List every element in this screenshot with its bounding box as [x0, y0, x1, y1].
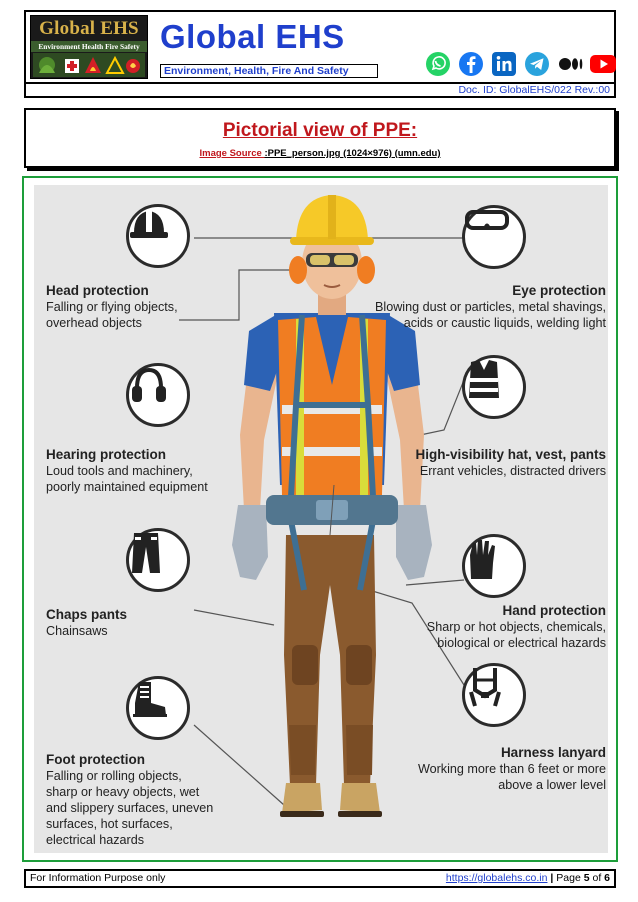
eye-protection-heading: Eye protection	[512, 283, 606, 298]
eye-protection-description: Blowing dust or particles, metal shavings, acids or caustic liquids, welding light	[375, 300, 606, 330]
document-header	[24, 10, 616, 98]
brand-title: Global EHS	[160, 18, 345, 55]
high-visibility-heading: High-visibility hat, vest, pants	[415, 447, 606, 462]
global-ehs-logo	[30, 15, 148, 79]
ppe-image-frame	[22, 176, 618, 862]
ear-muffs-icon	[126, 363, 190, 427]
logo-safety-symbols-icon	[33, 53, 145, 77]
harness-lanyard-heading: Harness lanyard	[500, 745, 606, 760]
document-id: Doc. ID: GlobalEHS/022 Rev.:00	[458, 84, 610, 96]
harness-lanyard-description: Working more than 6 feet or more above a lower level	[417, 762, 606, 792]
head-protection-heading: Head protection	[46, 283, 149, 298]
telegram-icon[interactable]	[523, 50, 551, 78]
image-source-link[interactable]: :PPE_person.jpg (1024×976) (umn.edu)	[264, 148, 441, 159]
hand-protection-heading: Hand protection	[502, 603, 606, 618]
footer-website-link[interactable]: https://globalehs.co.in	[445, 872, 548, 884]
youtube-icon[interactable]	[589, 50, 617, 78]
chaps-pants-description: Chainsaws	[46, 624, 108, 638]
glove-icon	[462, 534, 526, 598]
page-total: 6	[604, 872, 610, 884]
goggles-icon	[462, 205, 526, 269]
chaps-pants-heading: Chaps pants	[46, 607, 128, 622]
ppe-poster	[34, 185, 608, 853]
page-current: 5	[583, 872, 590, 884]
eye-protection-label	[340, 283, 606, 331]
title-box	[24, 108, 616, 168]
footer-page-info	[446, 871, 610, 886]
head-protection-description: Falling or flying objects, overhead objects	[46, 300, 178, 330]
harness-icon	[462, 663, 526, 727]
hand-protection-label	[390, 603, 606, 651]
high-visibility-description: Errant vehicles, distracted drivers	[419, 464, 606, 478]
linkedin-icon[interactable]	[490, 50, 518, 78]
medium-icon[interactable]	[556, 50, 584, 78]
hearing-protection-heading: Hearing protection	[46, 447, 167, 462]
high-visibility-label	[380, 447, 606, 479]
brand-subtitle: Environment, Health, Fire And Safety	[160, 64, 378, 78]
hard-hat-icon	[126, 204, 190, 268]
foot-protection-description: Falling or rolling objects, sharp or heavy objects, wet and slippery surfaces, uneven surfaces, hot surfaces, electrical hazards	[46, 769, 214, 847]
facebook-icon[interactable]	[457, 50, 485, 78]
head-protection-label	[46, 283, 266, 331]
hearing-protection-description: Loud tools and machinery, poorly maintained equipment	[46, 464, 208, 494]
foot-protection-heading: Foot protection	[46, 752, 145, 767]
footer-separator: |	[547, 872, 557, 884]
hand-protection-description: Sharp or hot objects, chemicals, biological or electrical hazards	[426, 620, 606, 650]
page-of-label: of	[589, 872, 605, 884]
safety-vest-icon	[462, 355, 526, 419]
image-source-line	[26, 148, 614, 159]
boot-icon	[126, 676, 190, 740]
chaps-pants-icon	[126, 528, 190, 592]
document-footer	[24, 869, 616, 888]
page-title: Pictorial view of PPE:	[222, 120, 418, 141]
image-source-label: Image Source	[199, 148, 265, 159]
whatsapp-icon[interactable]	[424, 50, 452, 78]
chaps-pants-label	[46, 607, 246, 639]
logo-subtitle: Environment Health Fire Safety	[31, 41, 147, 52]
hearing-protection-label	[46, 447, 266, 495]
page-label: Page	[556, 872, 584, 884]
logo-title: Global EHS	[39, 18, 139, 39]
footer-disclaimer: For Information Purpose only	[30, 872, 166, 884]
harness-lanyard-label	[380, 745, 606, 793]
foot-protection-label	[46, 752, 256, 848]
social-links	[424, 50, 617, 78]
